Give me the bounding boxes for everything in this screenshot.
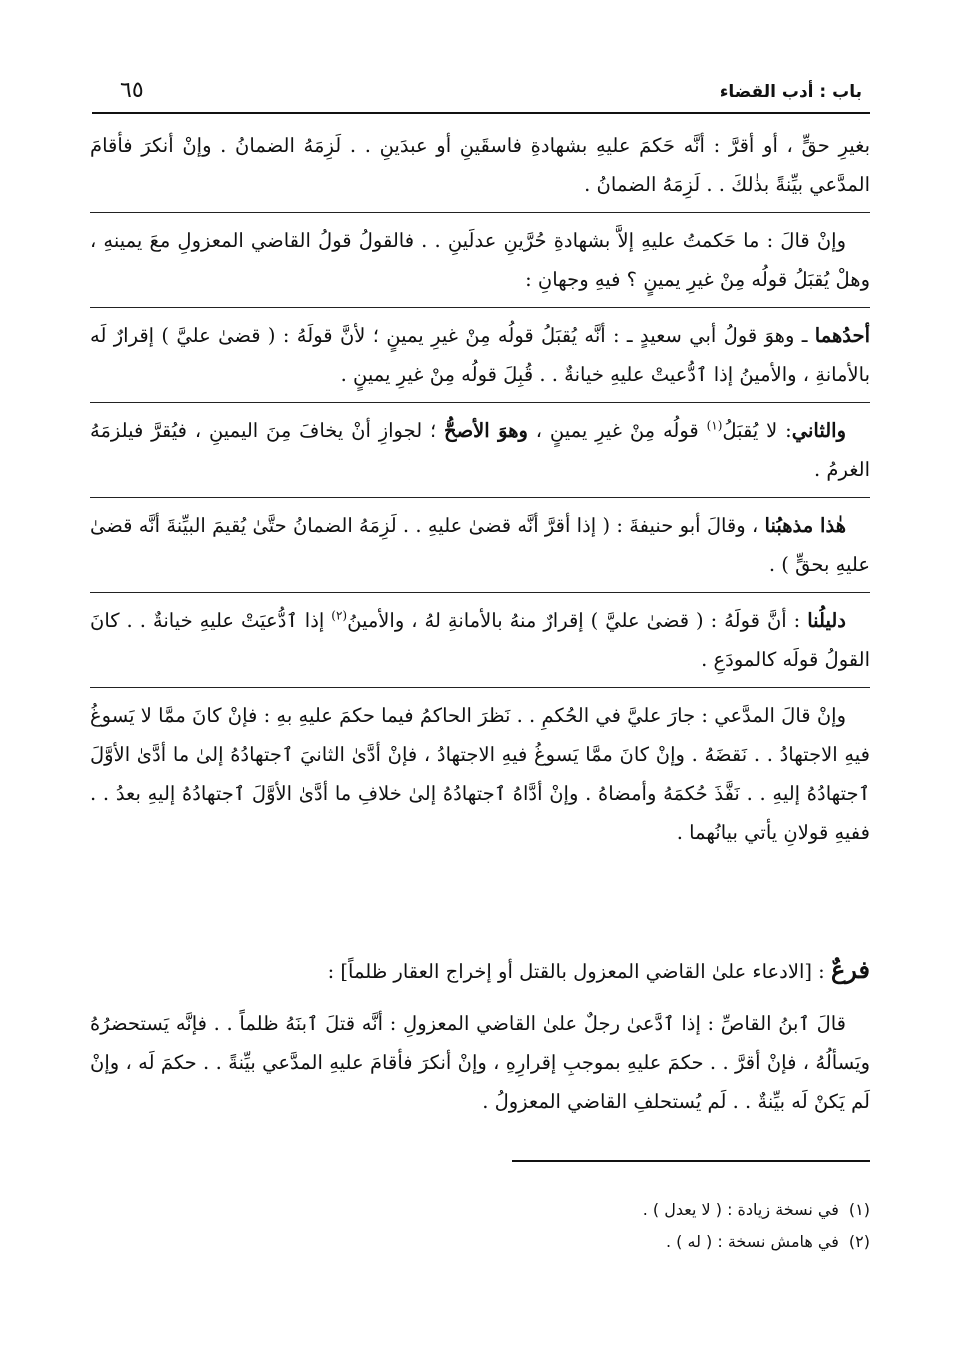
footnote-2 — [90, 1226, 870, 1258]
branch-paragraph-text: قالَ ٱبنُ القاصِّ : إذا ٱدَّعىٰ رجلٌ علىٰ القاضي المعزولِ : أنَّه قتلَ ٱبنَهُ ظلماً . . فإنَّه يَستحضرُهُ ويَسألُهُ ، فإنْ أقرَّ . . حكمَ عليهِ بموجبِ إقرارِهِ ، وإنْ أنكرَ فأقامَ عليهِ المدَّعي بيِّنةً . . حكمَ لَه ، وإنْ لَم يَكنْ لَه بيِّنةٌ . . لَم يُستحلفِ القاضي المعزولُ . — [90, 1012, 870, 1113]
paragraph-5-lead: هٰذا مذهبُنا — [764, 514, 846, 537]
paragraph-3-text: ـ وهوَ قولُ أبي سعيدٍ ـ : أنَّه يُقبَلُ قولُه مِنْ غيرِ يمينٍ ؛ لأنَّ قولَهُ : ( قضىٰ عليَّ ) إقرارٌ لَه بالأمانةِ ، والأمينُ إذا ٱدُّعيتْ عليهِ خيانةٌ . . قُبِلَ قولُه مِنْ غيرِ يمينٍ . — [90, 324, 870, 386]
paragraph-3 — [90, 308, 870, 403]
paragraph-6 — [90, 593, 870, 688]
branch-heading — [90, 950, 870, 992]
footnote-1-text: في نسخة زيادة : ( لا يعدل ) . — [642, 1200, 839, 1219]
paragraph-4-text-a: : لا يُقبَلُ — [722, 419, 792, 442]
paragraph-5-text: ، وقالَ أبو حنيفةَ : ( إذا أقرَّ أنَّه قضىٰ عليهِ . . لَزِمَهُ الضمانُ حتَّىٰ يُقيمَ البيِّنةَ أنَّه قضىٰ عليهِ بحقٍّ ) . — [90, 514, 870, 576]
paragraph-2 — [90, 213, 870, 308]
paragraph-2-text: وإنْ قالَ : ما حَكمتُ عليهِ إلاَّ بشهادةِ حُرَّينِ عدلَينِ . . فالقولُ قولُ القاضي المعزولِ معَ يمينهِ ، وهلْ يُقبَلُ قولُه مِنْ غيرِ يمينٍ ؟ فيهِ وجهانِ : — [90, 229, 870, 291]
footnote-1 — [90, 1194, 870, 1226]
paragraph-7 — [90, 688, 870, 860]
footnote-divider — [512, 1160, 870, 1162]
page-header — [92, 78, 870, 114]
branch-paragraph — [90, 996, 870, 1129]
footnote-ref-1: (١) — [706, 418, 723, 433]
branch-title: : [الادعاء علىٰ القاضي المعزول بالقتل أو إخراج العقار ظلماً] : — [327, 960, 831, 983]
paragraph-6-text-a: : أنَّ قولَهُ : ( قضىٰ عليَّ ) إقرارٌ منهُ بالأمانةِ لهُ ، والأمينُ — [347, 609, 808, 632]
paragraph-6-text-b: إذا ٱدُّعيَتْ عليهِ خيانةٌ . . كانَ القولُ قولَه كالمودَعِ . — [90, 609, 870, 671]
paragraph-3-lead: أحدُهما — [814, 324, 870, 347]
footnote-2-number: (٢) — [848, 1232, 870, 1251]
paragraph-4-text-c: ؛ لجوازِ أنْ يخافَ مِنَ اليمينِ ، فيُقرَّ فيلزمَهُ الغرمُ . — [90, 419, 870, 481]
paragraph-7-text: وإنْ قالَ المدَّعي : جارَ عليَّ في الحُكمِ . . نَظرَ الحاكمُ فيما حكمَ عليهِ بهِ : فإنْ كانَ ممَّا لا يَسوغُ فيهِ الاجتهادُ . . نَقضَهُ . وإنْ كانَ ممَّا يَسوغُ فيهِ الاجتهادُ ، فإنْ أدَّىٰ الثانيَ ٱجتهادُهُ إلىٰ ما أدَّىٰ الأوَّلَ ٱجتهادُهُ إليهِ . . نَفَّذَ حُكمَهُ وأمضاهُ . وإنْ أدَّاهُ ٱجتهادُهُ إلىٰ خلافِ ما أدَّىٰ الأوَّلَ ٱجتهادُهُ إليهِ بعدُ . . ففيهِ قولانِ يأتي بيانُهما . — [90, 704, 870, 844]
branch-section — [90, 950, 870, 1129]
paragraph-4-emphasis: وهوَ الأصحُّ — [444, 419, 528, 442]
footnote-2-text: في هامش نسخة : ( له ) . — [665, 1232, 839, 1251]
branch-label: فرعٌ — [830, 955, 870, 984]
paragraph-1 — [90, 118, 870, 213]
paragraph-4-lead: والثاني — [791, 419, 847, 442]
footnote-ref-2: (٢) — [331, 608, 348, 623]
footnote-1-number: (١) — [848, 1200, 870, 1219]
paragraph-6-lead: دليلُنا — [807, 609, 846, 632]
paragraph-1-text: بغيرِ حقٍّ ، أو أقرَّ : أنَّه حَكمَ عليهِ بشهادةِ فاسقَينِ أو عبدَينِ . . لَزِمَهُ الضمانُ . وإنْ أنكرَ فأقامَ المدَّعي بيِّنةً بذٰلكَ . . لَزِمَهُ الضمانُ . — [90, 134, 870, 196]
footnotes — [90, 1194, 870, 1258]
paragraph-5 — [90, 498, 870, 593]
page-number: ٦٥ — [120, 78, 144, 103]
paragraph-4-text-b: قولُه مِنْ غيرِ يمينٍ ، — [527, 419, 707, 442]
main-text — [90, 118, 870, 860]
paragraph-4 — [90, 403, 870, 498]
running-head: باب : أدب القضاء — [719, 82, 862, 102]
